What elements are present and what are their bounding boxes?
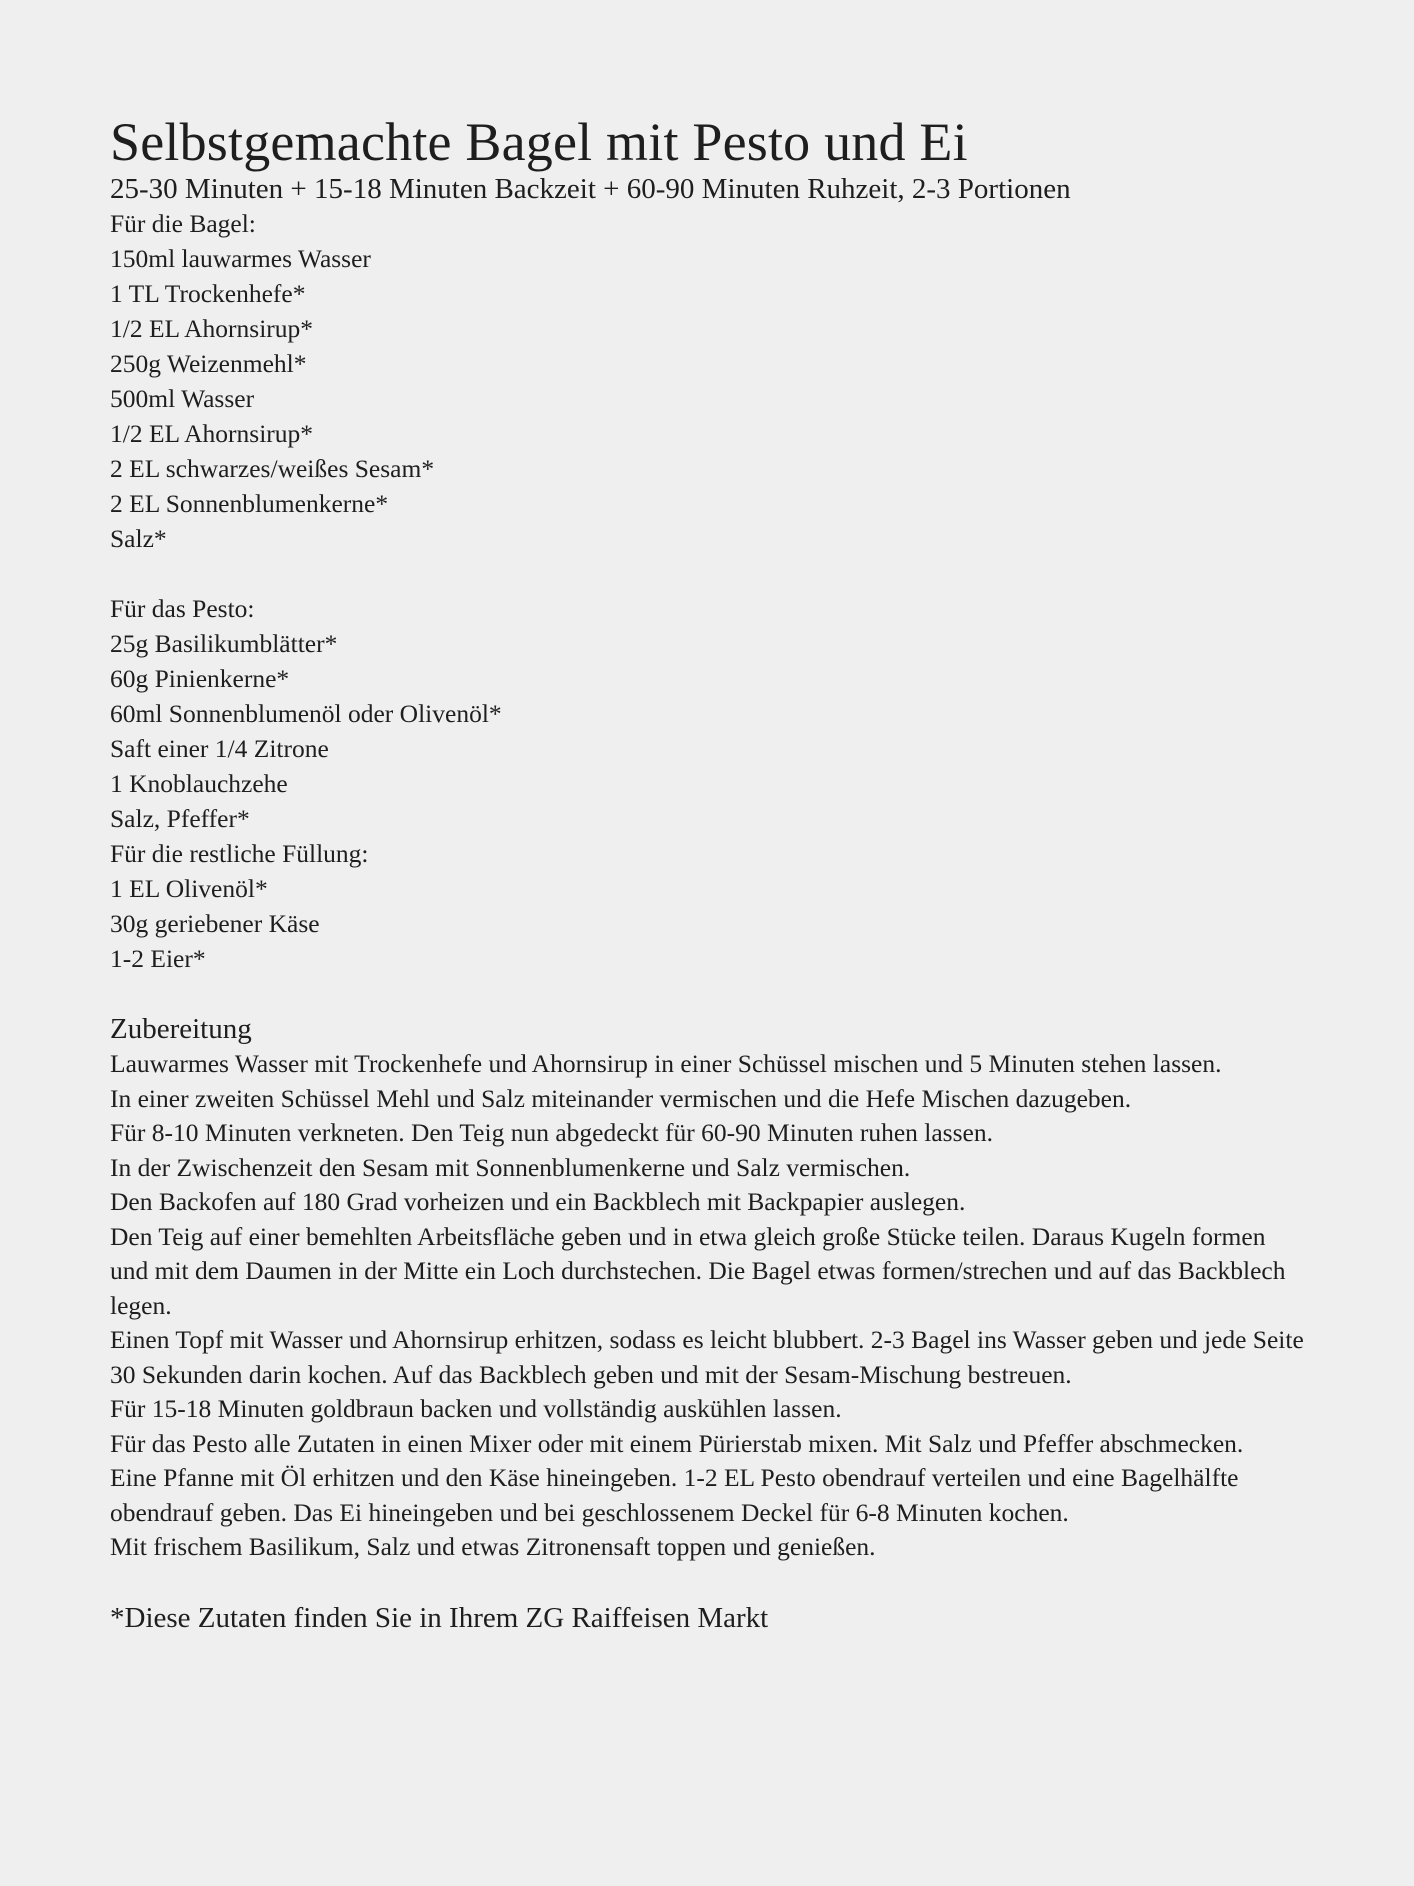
ingredient-item: 1 EL Olivenöl* (110, 874, 268, 903)
preparation-step: Für 15-18 Minuten goldbraun backen und vollständig auskühlen lassen. (110, 1394, 842, 1423)
section-spacer (110, 556, 1264, 591)
page-title: Selbstgemachte Bagel mit Pesto und Ei (110, 112, 968, 172)
ingredient-item: 30g geriebener Käse (110, 909, 320, 938)
preparation-step: Einen Topf mit Wasser und Ahornsirup erhitzen, sodass es leicht blubbert. 2-3 Bagel ins Wasser geben und jede Seite 30 Sekunden darin kochen. Auf das Backblech geben und mit der Sesam-Mischung bestreuen. (110, 1325, 1304, 1389)
preparation-step: Für 8-10 Minuten verkneten. Den Teig nun abgedeckt für 60-90 Minuten ruhen lassen. (110, 1118, 993, 1147)
preparation-step: Mit frischem Basilikum, Salz und etwas Zitronensaft toppen und genießen. (110, 1532, 876, 1561)
ingredient-item: Saft einer 1/4 Zitrone (110, 734, 329, 763)
bagel-heading: Für die Bagel: (110, 209, 256, 238)
filling-ingredient-list (110, 871, 1264, 976)
recipe-meta: 25-30 Minuten + 15-18 Minuten Backzeit + 60-90 Minuten Ruhzeit, 2-3 Portionen (110, 173, 1071, 205)
ingredient-item: 2 EL schwarzes/weißes Sesam* (110, 454, 435, 483)
ingredient-item: 60g Pinienkerne* (110, 664, 290, 693)
preparation-steps (110, 1047, 1304, 1565)
preparation-step: In einer zweiten Schüssel Mehl und Salz miteinander vermischen und die Hefe Mischen dazugeben. (110, 1083, 1132, 1113)
ingredient-item: 1/2 EL Ahornsirup* (110, 314, 314, 343)
ingredient-item: 500ml Wasser (110, 384, 255, 413)
bagel-ingredient-list (110, 241, 1264, 556)
preparation-step: Den Teig auf einer bemehlten Arbeitsfläche geben und in etwa gleich große Stücke teilen. Daraus Kugeln formen und mit dem Daumen in der Mitte ein Loch durchstechen. Die Bagel etwas formen/strechen und auf das Backblech legen. (110, 1221, 1286, 1320)
ingredient-item: 250g Weizenmehl* (110, 349, 307, 378)
ingredient-item: 150ml lauwarmes Wasser (110, 244, 371, 273)
section-spacer (110, 1565, 1264, 1600)
pesto-ingredient-list (110, 626, 1264, 836)
ingredient-item: 1-2 Eier* (110, 944, 206, 973)
pesto-heading: Für das Pesto: (110, 594, 255, 623)
ingredient-item: Salz* (110, 524, 167, 553)
ingredient-item: 2 EL Sonnenblumenkerne* (110, 489, 389, 518)
preparation-heading: Zubereitung (110, 1013, 252, 1045)
footnote: *Diese Zutaten finden Sie in Ihrem ZG Raiffeisen Markt (110, 1601, 769, 1634)
ingredient-item: 25g Basilikumblätter* (110, 629, 338, 658)
ingredient-item: 1 Knoblauchzehe (110, 769, 288, 798)
preparation-step: In der Zwischenzeit den Sesam mit Sonnenblumenkerne und Salz vermischen. (110, 1152, 911, 1182)
ingredient-item: Salz, Pfeffer* (110, 804, 250, 833)
ingredient-item: 1/2 EL Ahornsirup* (110, 419, 314, 448)
section-spacer (110, 976, 1264, 1011)
preparation-step: Den Backofen auf 180 Grad vorheizen und ein Backblech mit Backpapier auslegen. (110, 1187, 966, 1216)
filling-heading: Für die restliche Füllung: (110, 839, 369, 868)
ingredient-item: 1 TL Trockenhefe* (110, 279, 306, 308)
ingredient-item: 60ml Sonnenblumenöl oder Olivenöl* (110, 699, 502, 728)
preparation-step: Eine Pfanne mit Öl erhitzen und den Käse hineingeben. 1-2 EL Pesto obendrauf verteilen und eine Bagelhälfte obendrauf geben. Das Ei hineingeben und bei geschlossenem Deckel für 6-8 Minuten kochen. (110, 1463, 1239, 1527)
preparation-step: Für das Pesto alle Zutaten in einen Mixer oder mit einem Pürierstab mixen. Mit Salz und Pfeffer abschmecken. (110, 1428, 1244, 1458)
preparation-step: Lauwarmes Wasser mit Trockenhefe und Ahornsirup in einer Schüssel mischen und 5 Minuten stehen lassen. (110, 1049, 1222, 1078)
